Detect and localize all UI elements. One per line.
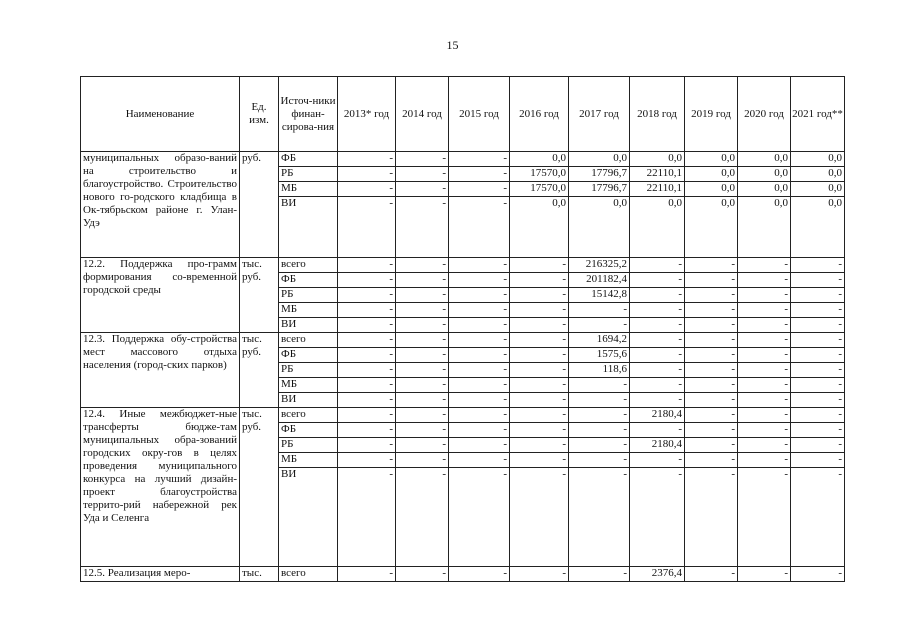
item-name: 12.4. Иные межбюджет-ные трансферты бюдже-там муниципальных обра-зований городских окру-гов в целях проведения муниципального конкурса на лучший дизайн-проект благоустройства террито-рий набережной рек Уда и Селенга <box>81 408 240 567</box>
funding-source: всего <box>279 333 338 348</box>
value-cell: - <box>338 453 396 468</box>
value-cell: - <box>338 197 396 258</box>
value-cell: - <box>449 363 510 378</box>
funding-source: ВИ <box>279 197 338 258</box>
value-cell: - <box>685 408 738 423</box>
value-cell: 0,0 <box>738 152 791 167</box>
table-row <box>81 258 845 273</box>
value-cell: - <box>738 408 791 423</box>
item-unit: руб. <box>240 152 279 258</box>
value-cell: - <box>449 423 510 438</box>
value-cell: - <box>396 363 449 378</box>
item-name: 12.5. Реализация меро- <box>81 567 240 582</box>
funding-source: ВИ <box>279 393 338 408</box>
value-cell: - <box>449 567 510 582</box>
value-cell: - <box>738 303 791 318</box>
value-cell: - <box>396 258 449 273</box>
value-cell: - <box>685 348 738 363</box>
value-cell: - <box>630 318 685 333</box>
value-cell: - <box>338 318 396 333</box>
value-cell: - <box>449 197 510 258</box>
value-cell: - <box>396 408 449 423</box>
funding-source: МБ <box>279 182 338 197</box>
value-cell: 0,0 <box>569 197 630 258</box>
header-year-2020: 2020 год <box>738 77 791 152</box>
value-cell: - <box>449 438 510 453</box>
item-name: 12.2. Поддержка про-грамм формирования со-временной городской среды <box>81 258 240 333</box>
value-cell: - <box>449 393 510 408</box>
value-cell: - <box>738 348 791 363</box>
value-cell: 22110,1 <box>630 167 685 182</box>
value-cell: - <box>630 348 685 363</box>
value-cell: - <box>738 273 791 288</box>
value-cell: - <box>791 438 845 453</box>
value-cell: 2180,4 <box>630 408 685 423</box>
header-year-2017: 2017 год <box>569 77 630 152</box>
value-cell: - <box>791 408 845 423</box>
value-cell: - <box>738 438 791 453</box>
value-cell: - <box>338 167 396 182</box>
header-year-2019: 2019 год <box>685 77 738 152</box>
value-cell: - <box>396 273 449 288</box>
value-cell: - <box>630 288 685 303</box>
value-cell: - <box>569 468 630 567</box>
value-cell: - <box>338 438 396 453</box>
value-cell: - <box>738 453 791 468</box>
value-cell: - <box>396 567 449 582</box>
funding-source: всего <box>279 567 338 582</box>
value-cell: - <box>510 453 569 468</box>
value-cell: - <box>449 408 510 423</box>
value-cell: - <box>396 348 449 363</box>
value-cell: - <box>569 408 630 423</box>
value-cell: - <box>510 423 569 438</box>
value-cell: 2376,4 <box>630 567 685 582</box>
value-cell: - <box>738 363 791 378</box>
value-cell: - <box>338 378 396 393</box>
value-cell: 0,0 <box>685 197 738 258</box>
value-cell: - <box>396 288 449 303</box>
value-cell: - <box>685 288 738 303</box>
value-cell: - <box>449 318 510 333</box>
value-cell: - <box>569 438 630 453</box>
value-cell: 0,0 <box>630 152 685 167</box>
value-cell: - <box>685 468 738 567</box>
table-body <box>81 152 845 582</box>
value-cell: - <box>569 303 630 318</box>
value-cell: - <box>685 423 738 438</box>
value-cell: - <box>510 393 569 408</box>
value-cell: - <box>449 288 510 303</box>
value-cell: - <box>738 423 791 438</box>
value-cell: - <box>449 152 510 167</box>
value-cell: - <box>396 423 449 438</box>
funding-source: ФБ <box>279 273 338 288</box>
value-cell: 1694,2 <box>569 333 630 348</box>
value-cell: - <box>396 393 449 408</box>
header-year-2021: 2021 год** <box>791 77 845 152</box>
value-cell: 0,0 <box>738 182 791 197</box>
value-cell: - <box>510 348 569 363</box>
table-row <box>81 408 845 423</box>
value-cell: - <box>738 393 791 408</box>
budget-table <box>80 76 845 582</box>
item-unit: тыс. руб. <box>240 408 279 567</box>
value-cell: - <box>510 258 569 273</box>
value-cell: - <box>449 258 510 273</box>
value-cell: 0,0 <box>685 182 738 197</box>
value-cell: - <box>338 468 396 567</box>
value-cell: - <box>396 197 449 258</box>
value-cell: - <box>396 438 449 453</box>
value-cell: - <box>791 468 845 567</box>
value-cell: 17796,7 <box>569 167 630 182</box>
value-cell: 15142,8 <box>569 288 630 303</box>
value-cell: - <box>338 423 396 438</box>
value-cell: - <box>569 453 630 468</box>
value-cell: - <box>338 258 396 273</box>
value-cell: - <box>791 378 845 393</box>
value-cell: - <box>396 378 449 393</box>
value-cell: - <box>630 273 685 288</box>
value-cell: - <box>791 363 845 378</box>
value-cell: - <box>791 273 845 288</box>
value-cell: - <box>738 378 791 393</box>
funding-source: РБ <box>279 363 338 378</box>
funding-source: ФБ <box>279 423 338 438</box>
value-cell: - <box>338 273 396 288</box>
value-cell: - <box>685 303 738 318</box>
value-cell: - <box>396 318 449 333</box>
value-cell: 118,6 <box>569 363 630 378</box>
value-cell: 0,0 <box>791 182 845 197</box>
value-cell: 17570,0 <box>510 182 569 197</box>
funding-source: всего <box>279 408 338 423</box>
value-cell: - <box>396 333 449 348</box>
value-cell: - <box>791 258 845 273</box>
value-cell: - <box>738 468 791 567</box>
value-cell: - <box>569 378 630 393</box>
value-cell: - <box>630 423 685 438</box>
header-year-2013: 2013* год <box>338 77 396 152</box>
item-name: муниципальных образо-ваний на строительство и благоустройство. Строительство нового го-родского кладбища в Ок-тябрьском районе г. Улан-Удэ <box>81 152 240 258</box>
value-cell: - <box>338 182 396 197</box>
value-cell: - <box>791 318 845 333</box>
value-cell: - <box>630 363 685 378</box>
funding-source: ВИ <box>279 318 338 333</box>
value-cell: 0,0 <box>738 197 791 258</box>
value-cell: - <box>685 273 738 288</box>
header-year-2015: 2015 год <box>449 77 510 152</box>
value-cell: - <box>685 363 738 378</box>
value-cell: - <box>449 468 510 567</box>
value-cell: - <box>685 438 738 453</box>
funding-source: МБ <box>279 303 338 318</box>
value-cell: 0,0 <box>630 197 685 258</box>
value-cell: - <box>338 408 396 423</box>
value-cell: - <box>510 333 569 348</box>
value-cell: - <box>569 318 630 333</box>
value-cell: - <box>396 303 449 318</box>
header-source: Источ-ники финан-сирова-ния <box>279 77 338 152</box>
funding-source: ФБ <box>279 348 338 363</box>
value-cell: - <box>449 273 510 288</box>
funding-source: ВИ <box>279 468 338 567</box>
value-cell: - <box>510 408 569 423</box>
item-unit: тыс. руб. <box>240 258 279 333</box>
value-cell: - <box>449 303 510 318</box>
value-cell: - <box>630 393 685 408</box>
value-cell: - <box>510 378 569 393</box>
value-cell: 0,0 <box>791 197 845 258</box>
header-year-2016: 2016 год <box>510 77 569 152</box>
table-row <box>81 152 845 167</box>
value-cell: - <box>338 567 396 582</box>
value-cell: - <box>685 258 738 273</box>
value-cell: 0,0 <box>510 197 569 258</box>
value-cell: 2180,4 <box>630 438 685 453</box>
value-cell: - <box>685 567 738 582</box>
value-cell: 0,0 <box>510 152 569 167</box>
value-cell: - <box>685 333 738 348</box>
value-cell: - <box>449 348 510 363</box>
value-cell: 0,0 <box>738 167 791 182</box>
value-cell: - <box>449 167 510 182</box>
value-cell: - <box>338 393 396 408</box>
table-row <box>81 567 845 582</box>
header-unit: Ед. изм. <box>240 77 279 152</box>
value-cell: 0,0 <box>685 152 738 167</box>
value-cell: - <box>791 348 845 363</box>
value-cell: - <box>791 393 845 408</box>
value-cell: - <box>630 258 685 273</box>
value-cell: - <box>791 288 845 303</box>
value-cell: - <box>510 363 569 378</box>
header-row <box>81 77 845 152</box>
funding-source: всего <box>279 258 338 273</box>
value-cell: - <box>510 438 569 453</box>
value-cell: - <box>396 167 449 182</box>
value-cell: - <box>338 363 396 378</box>
value-cell: 216325,2 <box>569 258 630 273</box>
value-cell: - <box>685 393 738 408</box>
funding-source: МБ <box>279 378 338 393</box>
funding-source: РБ <box>279 288 338 303</box>
value-cell: - <box>510 567 569 582</box>
value-cell: - <box>569 423 630 438</box>
value-cell: - <box>685 318 738 333</box>
value-cell: 0,0 <box>791 167 845 182</box>
value-cell: - <box>510 288 569 303</box>
value-cell: - <box>449 333 510 348</box>
item-unit: тыс. руб. <box>240 333 279 408</box>
value-cell: - <box>738 318 791 333</box>
value-cell: - <box>738 333 791 348</box>
funding-source: ФБ <box>279 152 338 167</box>
value-cell: - <box>630 453 685 468</box>
value-cell: 1575,6 <box>569 348 630 363</box>
item-name: 12.3. Поддержка обу-стройства мест массового отдыха населения (город-ских парков) <box>81 333 240 408</box>
value-cell: - <box>630 468 685 567</box>
value-cell: - <box>338 303 396 318</box>
value-cell: - <box>396 152 449 167</box>
value-cell: - <box>791 567 845 582</box>
funding-source: РБ <box>279 438 338 453</box>
value-cell: - <box>738 258 791 273</box>
value-cell: - <box>396 453 449 468</box>
value-cell: - <box>510 303 569 318</box>
value-cell: - <box>449 182 510 197</box>
value-cell: - <box>338 288 396 303</box>
value-cell: - <box>396 182 449 197</box>
value-cell: - <box>338 348 396 363</box>
value-cell: - <box>791 423 845 438</box>
table-row <box>81 333 845 348</box>
funding-source: РБ <box>279 167 338 182</box>
value-cell: - <box>510 273 569 288</box>
value-cell: 0,0 <box>569 152 630 167</box>
value-cell: - <box>685 453 738 468</box>
header-year-2018: 2018 год <box>630 77 685 152</box>
value-cell: - <box>630 303 685 318</box>
header-name: Наименование <box>81 77 240 152</box>
value-cell: - <box>738 567 791 582</box>
value-cell: - <box>569 567 630 582</box>
value-cell: - <box>791 453 845 468</box>
value-cell: 0,0 <box>685 167 738 182</box>
value-cell: - <box>791 303 845 318</box>
value-cell: 201182,4 <box>569 273 630 288</box>
value-cell: - <box>449 378 510 393</box>
funding-source: МБ <box>279 453 338 468</box>
value-cell: - <box>396 468 449 567</box>
item-unit: тыс. <box>240 567 279 582</box>
value-cell: - <box>738 288 791 303</box>
value-cell: - <box>630 333 685 348</box>
value-cell: 0,0 <box>791 152 845 167</box>
value-cell: - <box>510 318 569 333</box>
value-cell: - <box>630 378 685 393</box>
value-cell: - <box>569 393 630 408</box>
value-cell: 17570,0 <box>510 167 569 182</box>
value-cell: - <box>449 453 510 468</box>
page-number: 15 <box>446 38 459 52</box>
header-year-2014: 2014 год <box>396 77 449 152</box>
value-cell: 17796,7 <box>569 182 630 197</box>
value-cell: - <box>338 333 396 348</box>
value-cell: - <box>338 152 396 167</box>
value-cell: - <box>791 333 845 348</box>
value-cell: - <box>510 468 569 567</box>
value-cell: 22110,1 <box>630 182 685 197</box>
value-cell: - <box>685 378 738 393</box>
